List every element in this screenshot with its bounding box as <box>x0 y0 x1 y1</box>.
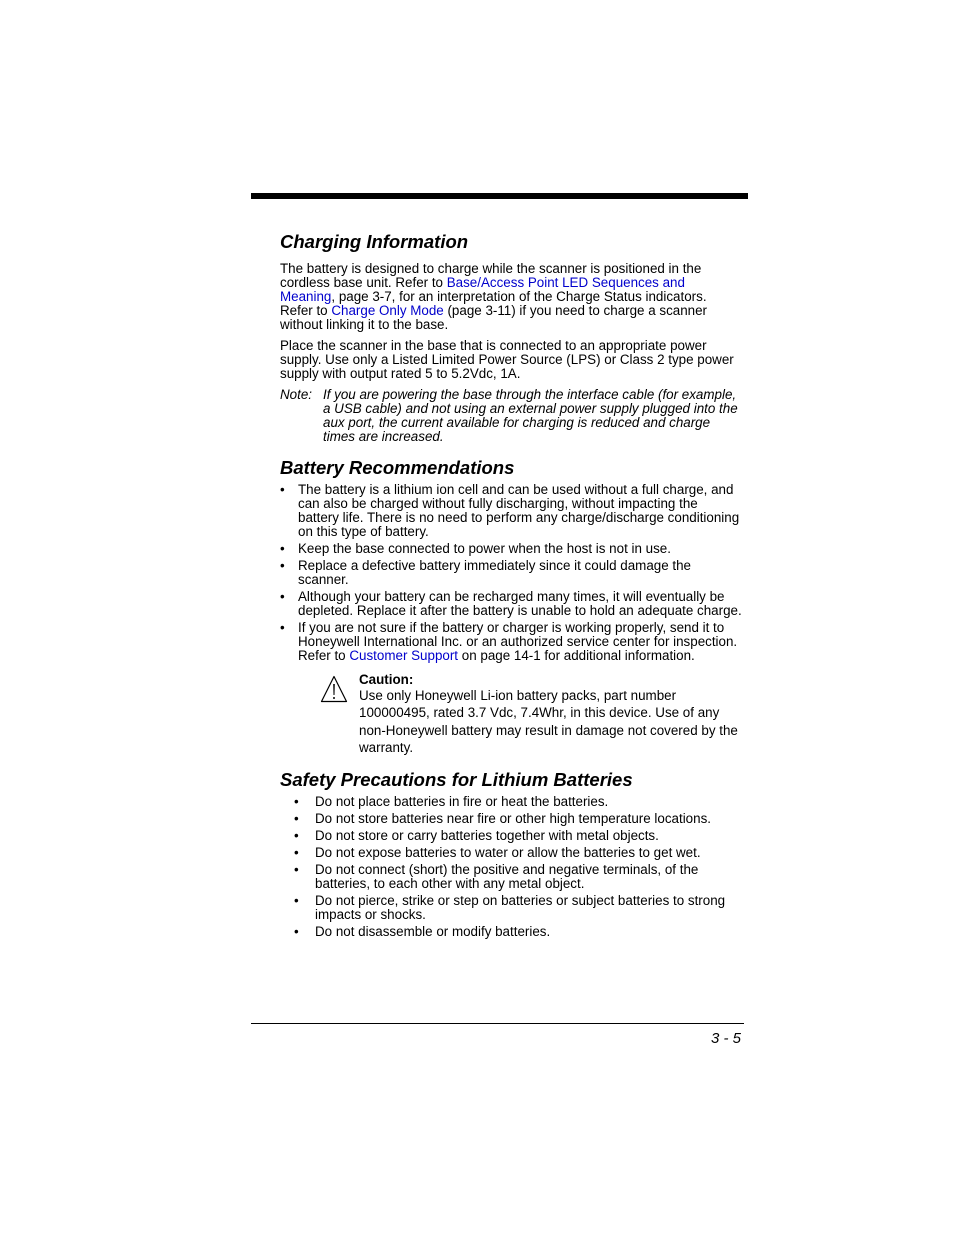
heading-charging-information: Charging Information <box>280 231 469 252</box>
battery-recommendations-list <box>280 483 742 663</box>
caution-box <box>320 672 742 756</box>
list-item: • Do not disassemble or modify batteries. <box>280 925 742 939</box>
charging-paragraph-1: The battery is designed to charge while the scanner is positioned in the cordless base unit. Refer to Base/Access Point LED Sequences and Meaning, page 3-7, for an interpretation of the Charge Status indicators. Refer to Charge Only Mode (page 3-11) if you need to charge a scanner without linking it to the base. <box>280 261 708 332</box>
footer-rule <box>251 1023 744 1024</box>
list-item: • Do not connect (short) the positive and negative terminals, of the batteries, to each other with any metal object. <box>280 863 742 891</box>
list-item: • Replace a defective battery immediately since it could damage the scanner. <box>280 559 742 587</box>
page-content <box>280 231 742 939</box>
header-rule <box>251 193 748 199</box>
safety-precautions-list <box>280 795 742 939</box>
list-item: • The battery is a lithium ion cell and can be used without a full charge, and can also be charged without fully discharging, without impacting the battery life. There is no need to perform any charge/discharge conditioning on this type of battery. <box>280 483 742 539</box>
charging-paragraph-2: Place the scanner in the base that is connected to an appropriate power supply. Use only a Listed Limited Power Source (LPS) or Class 2 type power supply with output rated 5 to 5.2Vdc, 1A. <box>280 338 734 381</box>
page-number: 3 - 5 <box>710 1030 741 1047</box>
heading-battery-recommendations: Battery Recommendations <box>280 457 515 478</box>
list-item: • Do not store or carry batteries together with metal objects. <box>280 829 742 843</box>
list-item: • Do not place batteries in fire or heat the batteries. <box>280 795 742 809</box>
caution-body: Use only Honeywell Li-ion battery packs, part number 100000495, rated 3.7 Vdc, 7.4Whr, in this device. Use of any non-Honeywell battery may result in damage not covered by the warranty. <box>359 688 738 755</box>
link-charge-only-mode[interactable]: Charge Only Mode <box>331 303 444 318</box>
list-item: • Keep the base connected to power when the host is not in use. <box>280 542 742 556</box>
caution-title: Caution: <box>359 672 414 687</box>
note-label: Note: <box>280 387 313 402</box>
note-text: If you are powering the base through the interface cable (for example, a USB cable) and not using an external power supply plugged into the aux port, the current available for charging is reduced and charge times are increased. <box>323 387 738 444</box>
list-item: • If you are not sure if the battery or charger is working properly, send it to Honeywell International Inc. or an authorized service center for inspection. Refer to Customer Support on page 14-1 for additional information. <box>280 621 742 663</box>
link-customer-support[interactable]: Customer Support <box>349 648 459 663</box>
warning-triangle-icon <box>320 675 348 703</box>
charging-note <box>280 388 742 444</box>
heading-safety-precautions: Safety Precautions for Lithium Batteries <box>280 769 633 791</box>
list-item: • Do not store batteries near fire or other high temperature locations. <box>280 812 742 826</box>
list-item: • Although your battery can be recharged many times, it will eventually be depleted. Replace it after the battery is unable to hold an adequate charge. <box>280 590 742 618</box>
list-item: • Do not expose batteries to water or allow the batteries to get wet. <box>280 846 742 860</box>
link-led-sequences[interactable]: Base/Access Point LED Sequences and Meaning <box>280 275 685 304</box>
list-item: • Do not pierce, strike or step on batteries or subject batteries to strong impacts or shocks. <box>280 894 742 922</box>
